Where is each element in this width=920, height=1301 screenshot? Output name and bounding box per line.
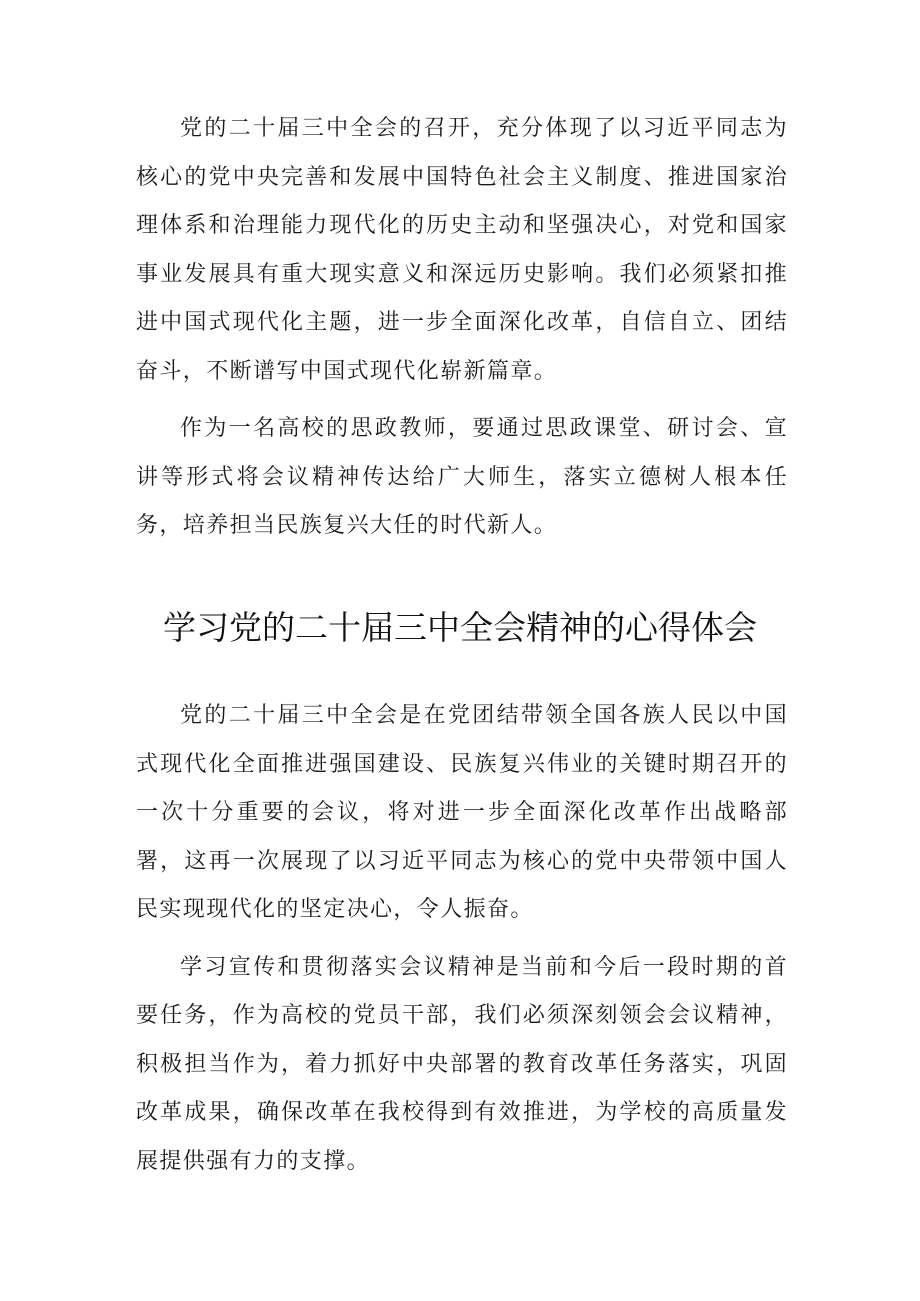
paragraph: 党的二十届三中全会的召开，充分体现了以习近平同志为核心的党中央完善和发展中国特色社会主义制度、推进国家治理体系和治理能力现代化的历史主动和坚强决心，对党和国家事业发展具有重大现实意义和深远历史影响。我们必须紧扣推进中国式现代化主题，进一步全面深化改革，自信自立、团结奋斗，不断谱写中国式现代化崭新篇章。 (136, 116, 788, 384)
paragraph: 学习宣传和贯彻落实会议精神是当前和今后一段时期的首要任务，作为高校的党员干部，我们必须深刻领会会议精神，积极担当作为，着力抓好中央部署的教育改革任务落实，巩固改革成果，确保改革在我校得到有效推进，为学校的高质量发展提供强有力的支撑。 (136, 954, 788, 1174)
section-one (136, 105, 788, 560)
section-heading: 学习党的二十届三中全会精神的心得体会 (163, 608, 757, 647)
paragraph: 作为一名高校的思政教师，要通过思政课堂、研讨会、宣讲等形式将会议精神传达给广大师生，落实立德树人根本任务，培养担当民族复兴大任的时代新人。 (136, 416, 788, 538)
paragraph: 党的二十届三中全会是在党团结带领全国各族人民以中国式现代化全面推进强国建设、民族复兴伟业的关键时期召开的一次十分重要的会议，将对进一步全面深化改革作出战略部署，这再一次展现了以习近平同志为核心的党中央带领中国人民实现现代化的坚定决心，令人振奋。 (136, 703, 788, 922)
section-two (136, 692, 788, 1195)
